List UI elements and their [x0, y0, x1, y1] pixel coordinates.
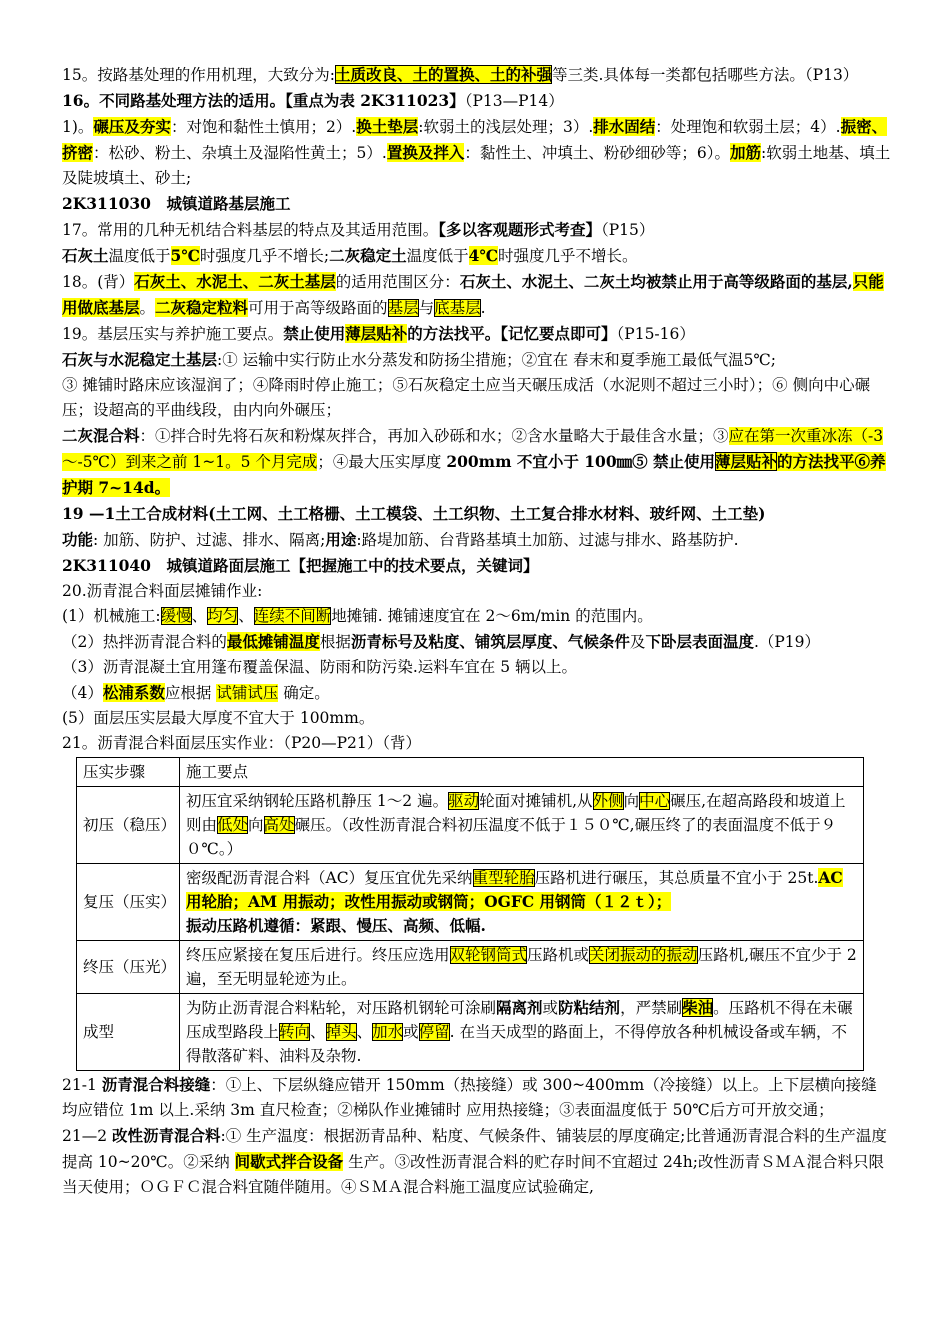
- key-points-cell: [180, 787, 864, 864]
- text-span: （2）热拌沥青混合料的: [62, 633, 227, 651]
- text-span: 15。按路基处理的作用机理，大致分为:: [62, 66, 335, 84]
- paragraph-19b: [62, 373, 892, 423]
- highlighted-text: 薄层贴补: [345, 324, 408, 343]
- text-span: : 加筋、防护、过滤、排水、隔离;: [93, 531, 326, 549]
- text-span: 生产。③改性沥青混合料的贮存时间不宜超过 24h;改性沥青ＳＭＡ混合料只限当天使用；ＯＧＦＣ混合料宜随伴随用。④ＳＭＡ混合料施工温度应试验确定,: [62, 1153, 884, 1196]
- text-span: 碾压。（改性沥青混合料初压温度不低于１５０℃,碾压终了的表面温度不低于９０℃。）: [186, 816, 837, 858]
- highlighted-text: 试铺试压: [216, 684, 279, 702]
- text-span: :路堤加筋、台背路基填土加筋、过滤与排水、路基防护.: [356, 531, 739, 549]
- paragraph-19a: [62, 347, 892, 373]
- table-header-cell: 施工要点: [180, 758, 864, 787]
- table-header-cell: 压实步骤: [77, 758, 180, 787]
- text-span: （3）沥青混凝土宜用篷布覆盖保温、防雨和防污染.运料车宜在 5 辆以上。: [62, 658, 578, 676]
- text-span: ：对饱和黏性土慎用；2）.: [170, 118, 357, 136]
- step-cell: 复压（压实）: [77, 864, 180, 941]
- text-span: 、: [310, 1023, 326, 1041]
- text-span: . 在当天成型的路面上，不得停放各种机械设备或车辆，不得散落矿料、油料及杂物.: [186, 1023, 847, 1065]
- highlighted-text: 基层: [387, 299, 419, 317]
- text-span: 可用于高等级路面的: [248, 299, 388, 317]
- highlighted-text: 隔离剂: [496, 998, 543, 1017]
- text-span: ；④最大压实厚度: [317, 453, 447, 471]
- table-row: [77, 994, 864, 1071]
- highlighted-text: 二灰稳定土: [329, 246, 407, 265]
- highlighted-text: 掉头: [325, 1023, 357, 1041]
- highlighted-text: 底基层: [434, 299, 481, 317]
- highlighted-text: 2K311040 城镇道路面层施工【把握施工中的技术要点，关键词】: [62, 556, 539, 575]
- highlighted-text: 关闭振动的振动: [589, 946, 698, 964]
- text-span: :① 运输中实行防止水分蒸发和防扬尘措施；②宜在 春末和夏季施工最低气温5℃;: [217, 351, 777, 369]
- paragraph-19e: [62, 527, 892, 553]
- highlighted-text: 二灰混合料: [62, 426, 140, 445]
- text-span: 或: [542, 999, 559, 1017]
- text-span: :软弱土的浅层处理；3）.: [418, 118, 594, 136]
- text-span: 的适用范围区分：: [335, 273, 460, 291]
- text-span: ：黏性土、冲填土、粉砂细砂等；6）。: [464, 144, 730, 162]
- table-row: [77, 864, 864, 941]
- paragraph-16a: [62, 114, 892, 191]
- text-span: 及: [629, 633, 646, 651]
- highlighted-text: 沥青标号及粘度、铺筑层厚度、气候条件: [350, 632, 630, 651]
- highlighted-text: 5℃: [170, 246, 200, 265]
- text-span: 压路机,碾压不宜少于 2 遍，至无明显轮迹为止。: [186, 946, 857, 988]
- highlighted-text: 碾压及夯实: [93, 117, 171, 136]
- highlighted-text: 沥青混合料接缝: [101, 1075, 211, 1094]
- highlighted-text: 石灰土: [62, 246, 109, 265]
- highlighted-text: 土质改良、土的置换、土的补强: [334, 65, 552, 84]
- paragraph-21-1: [62, 1072, 892, 1123]
- text-span: 温度低于: [108, 247, 171, 265]
- highlighted-text: 均匀: [207, 607, 239, 625]
- highlighted-text: 石灰与水泥稳定土基层: [62, 350, 218, 369]
- highlighted-text: 高处: [263, 816, 295, 834]
- text-span: 、: [191, 607, 208, 625]
- text-span: .（P19）: [753, 633, 821, 651]
- text-span: 轮面对摊铺机,从: [479, 792, 593, 810]
- text-span: ：①拌合时先将石灰和粉煤灰拌合，再加入砂砾和水；②含水量略大于最佳含水量；③: [139, 427, 729, 445]
- highlighted-text: 加筋: [729, 143, 761, 162]
- highlighted-text: 16。不同路基处理方法的适用。【重点为表 2K311023】: [62, 91, 465, 110]
- paragraph-20e: [62, 706, 892, 731]
- table-row: [77, 941, 864, 994]
- paragraph-19d: [62, 501, 892, 527]
- table-row: [77, 787, 864, 864]
- text-span: 向: [248, 816, 264, 834]
- highlighted-text: 置换及拌入: [386, 143, 465, 162]
- paragraph-17a: [62, 243, 892, 269]
- highlighted-text: 缓慢: [160, 607, 192, 625]
- paragraph-h30: [62, 191, 892, 217]
- highlighted-text: 功能: [62, 530, 94, 549]
- text-span: 地摊铺. 摊铺速度宜在 2～6m/min 的范围内。: [331, 607, 653, 625]
- compaction-table: [76, 757, 864, 1071]
- paragraph-20b: [62, 629, 892, 655]
- highlighted-text: 柴油: [682, 998, 714, 1017]
- text-span: 。: [139, 299, 156, 317]
- text-span: 、: [356, 1023, 373, 1041]
- highlighted-text: 中心: [639, 792, 671, 810]
- paragraph-20a: [62, 604, 892, 629]
- highlighted-text: 双轮钢筒式: [449, 946, 528, 964]
- text-span: 18。(背）: [62, 273, 135, 291]
- step-cell: 终压（压光）: [77, 941, 180, 994]
- text-span: 应根据: [164, 684, 217, 702]
- highlighted-text: 改性沥青混合料: [112, 1126, 221, 1145]
- text-span: 17。常用的几种无机结合料基层的特点及其适用范围。: [62, 221, 439, 239]
- highlighted-text: 的方法找平。【记忆要点即可】: [407, 324, 617, 343]
- highlighted-text: 停留: [418, 1023, 450, 1041]
- text-span: ：①上、下层纵缝应错开 150mm（热接缝）或 300~400mm（冷接缝）以上。上下层横向接缝均应错位 1m 以上.采纳 3m 直尺检查；②梯队作业摊铺时 应用热接缝；③表面温度低于 50℃后方可开放交通；: [62, 1076, 877, 1119]
- text-span: (5）面层压实层最大厚度不宜大于 100mm。: [62, 709, 375, 727]
- paragraph-21: [62, 731, 892, 756]
- text-span: 21-1: [62, 1076, 102, 1094]
- highlighted-text: 禁止使用: [283, 324, 346, 343]
- text-span: 、: [238, 607, 254, 625]
- highlighted-text: 的方法找平⑥养护期 7~14d。: [62, 452, 886, 497]
- key-points-cell: [180, 864, 864, 941]
- text-span: 压路机或: [527, 946, 590, 964]
- key-points-cell: [180, 941, 864, 994]
- text-span: 终压应紧接在复压后进行。终压应选用: [186, 946, 450, 964]
- text-span: （P15-16）: [616, 325, 695, 343]
- highlighted-text: 连续不间断: [253, 607, 332, 625]
- highlighted-text: 200mm 不宜小于 100㎜⑤ 禁止使用: [446, 452, 716, 471]
- paragraph-18: [62, 269, 892, 321]
- paragraph-16: [62, 88, 892, 114]
- paragraph-20: [62, 579, 892, 604]
- key-points-cell: [180, 994, 864, 1071]
- text-span: 或: [403, 1023, 419, 1041]
- highlighted-text: 最低摊铺温度: [226, 632, 320, 651]
- text-span: 19。基层压实与养护施工要点。: [62, 325, 284, 343]
- highlighted-text: 防粘结剂: [558, 998, 621, 1017]
- highlighted-text: 驱动: [448, 792, 480, 810]
- highlighted-text: 加水: [372, 1023, 404, 1041]
- paragraph-19: [62, 321, 892, 347]
- step-cell: 初压（稳压）: [77, 787, 180, 864]
- highlighted-text: 只能用做底基层: [62, 272, 884, 317]
- text-span: 根据: [319, 633, 351, 651]
- text-span: 压路机进行碾压，其总质量不宜小于 25t.: [534, 869, 819, 887]
- highlighted-text: 石灰土、水泥土、二灰土均被禁止用于高等级路面的基层,: [459, 272, 853, 291]
- text-span: ：处理饱和软弱土层；4）.: [655, 118, 841, 136]
- text-span: 时强度几乎不增长;: [199, 247, 330, 265]
- paragraph-17: [62, 217, 892, 243]
- highlighted-text: 松浦系数: [102, 683, 165, 702]
- highlighted-text: 外侧: [592, 792, 624, 810]
- highlighted-text: 间歇式拌合设备: [234, 1152, 344, 1171]
- text-span: 等三类.具体每一类都包括哪些方法。（P13）: [551, 66, 859, 84]
- table-header-row: [77, 758, 864, 787]
- highlighted-text: 薄层贴补: [715, 452, 778, 471]
- text-span: 确定。: [278, 684, 330, 702]
- highlighted-text: 2K311030 城镇道路基层施工: [62, 194, 291, 213]
- content-bottom: [62, 1072, 892, 1200]
- paragraph-20c: [62, 655, 892, 680]
- text-span: ：松砂、粉土、杂填土及湿陷性黄土；5）.: [93, 144, 387, 162]
- text-span: 碾压,在超高路段和坡道上则由: [186, 792, 846, 834]
- text-span: :软弱土地基、填土及陡坡填土、砂土;: [62, 144, 891, 187]
- highlighted-text: 19 —1土工合成材料(土工网、土工格栅、土工模袋、土工织物、土工复合排水材料、玻纤网、土工垫): [62, 504, 766, 523]
- text-span: 时强度几乎不增长。: [498, 247, 638, 265]
- paragraph-19c: [62, 423, 892, 501]
- text-span: （P13—P14）: [464, 92, 564, 110]
- text-span: 温度低于: [406, 247, 469, 265]
- text-span: 1)。: [62, 118, 94, 136]
- text-span: 向: [623, 792, 640, 810]
- text-span: 初压宜采纳钢轮压路机静压 1～2 遍。: [186, 792, 449, 810]
- text-span: 20.沥青混合料面层摊铺作业:: [62, 582, 263, 600]
- highlighted-text: 石灰土、水泥土、二灰土基层: [134, 272, 336, 291]
- highlighted-text: 振动压路机遵循：紧跟、慢压、高频、低幅.: [186, 916, 486, 935]
- highlighted-text: AC 用轮胎；AM 用振动；改性用振动或钢筒；OGFC 用钢筒（１２ｔ）；: [186, 868, 843, 911]
- step-cell: 成型: [77, 994, 180, 1071]
- text-span: 为防止沥青混合料粘轮，对压路机钢轮可涂刷: [186, 999, 497, 1017]
- content-top: [62, 62, 892, 756]
- paragraph-15: [62, 62, 892, 88]
- highlighted-text: 【多以客观题形式考查】: [438, 220, 601, 239]
- paragraph-h40: [62, 553, 892, 579]
- highlighted-text: 用途: [325, 530, 357, 549]
- highlighted-text: 排水固结: [593, 117, 656, 136]
- text-span: (1）机械施工:: [62, 607, 161, 625]
- text-span: 21—2: [62, 1127, 113, 1145]
- text-span: 与: [418, 299, 435, 317]
- highlighted-text: 应在第一次重冰冻（-3～-5℃）到来之前 1~1。5 个月完成: [62, 427, 884, 471]
- document-page: [62, 62, 892, 1200]
- highlighted-text: 振密、挤密: [62, 117, 888, 162]
- text-span: ③ 摊铺时路床应该湿润了；④降雨时停止施工；⑤石灰稳定土应当天碾压成活（水泥则不超过三小时）；⑥ 侧向中心碾压；设超高的平曲线段，由内向外碾压；: [62, 376, 871, 419]
- highlighted-text: 重型轮胎: [472, 869, 535, 887]
- text-span: （P15）: [601, 221, 655, 239]
- highlighted-text: 换土垫层: [356, 117, 419, 136]
- highlighted-text: 低处: [217, 816, 249, 834]
- text-span: （4）: [62, 684, 103, 702]
- text-span: ，严禁刷: [620, 999, 683, 1017]
- highlighted-text: 转向: [279, 1023, 311, 1041]
- text-span: 21。沥青混合料面层压实作业：（P20—P21）（背）: [62, 734, 422, 752]
- highlighted-text: 4℃: [468, 246, 499, 265]
- highlighted-text: 二灰稳定粒料: [155, 298, 249, 317]
- text-span: 。压路机不得在未碾压成型路段上: [186, 999, 853, 1041]
- highlighted-text: 下卧层表面温度: [645, 632, 754, 651]
- paragraph-21-2: [62, 1123, 892, 1200]
- text-span: 密级配沥青混合料（AC）复压宜优先采纳: [186, 869, 473, 887]
- paragraph-20d: [62, 680, 892, 706]
- text-span: .: [480, 299, 486, 317]
- text-span: :① 生产温度：根据沥青品种、粘度、气候条件、铺装层的厚度确定;比普通沥青混合料的生产温度提高 10~20℃。②采纳: [62, 1127, 887, 1171]
